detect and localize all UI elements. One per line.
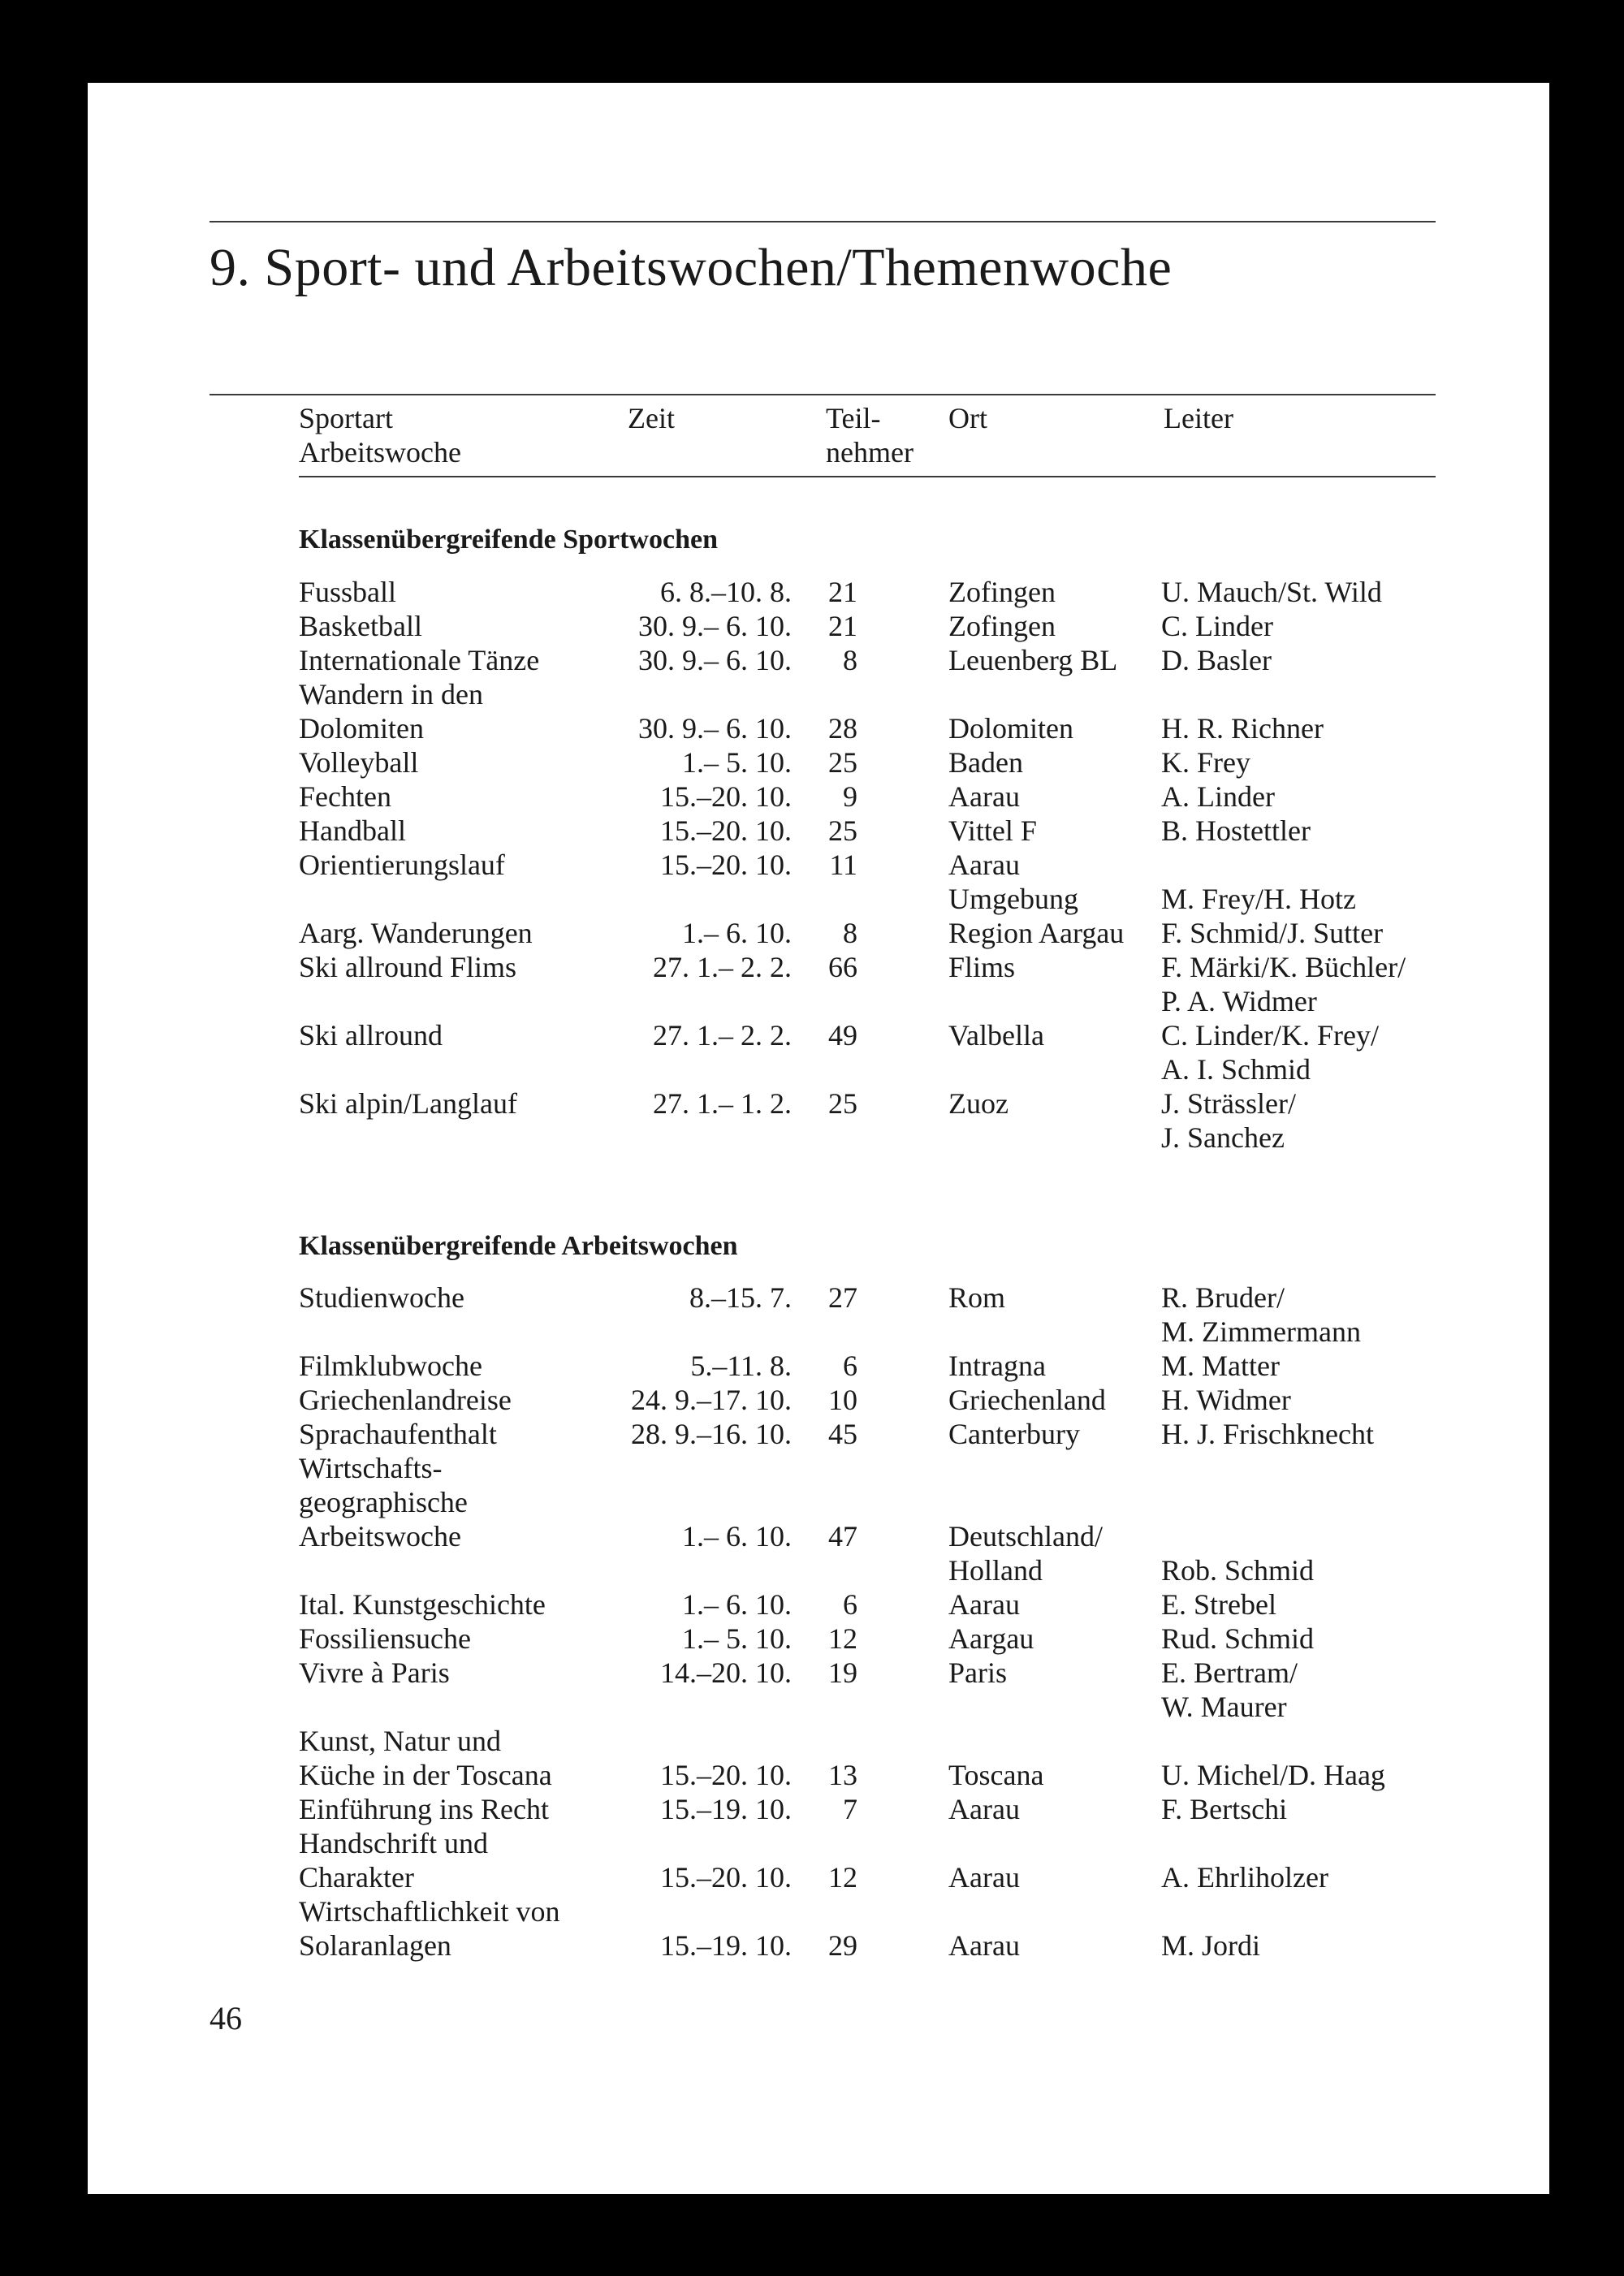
cell-leiter: F. Märki/K. Büchler/ [1161,951,1406,983]
cell-ort: Zuoz [948,1087,1009,1120]
cell-zeit: 24. 9.–17. 10. [631,1384,792,1416]
cell-teilnehmer: 10 [828,1384,857,1416]
cell-leiter: R. Bruder/ [1161,1281,1285,1314]
cell-ort: Leuenberg BL [948,644,1118,676]
cell-sportart: Wirtschaftlichkeit von [299,1895,560,1928]
cell-leiter: F. Schmid/J. Sutter [1161,917,1384,949]
cell-leiter: A. Linder [1161,780,1275,813]
cell-zeit: 6. 8.–10. 8. [660,576,792,608]
cell-teilnehmer: 6 [843,1588,857,1621]
cell-leiter: Rob. Schmid [1161,1554,1315,1587]
cell-sportart: Handball [299,814,406,847]
cell-teilnehmer: 21 [828,576,857,608]
cell-teilnehmer: 8 [843,644,857,676]
cell-zeit: 14.–20. 10. [660,1656,792,1689]
cell-leiter: C. Linder [1161,610,1273,642]
cell-sportart: Solaranlagen [299,1929,451,1962]
cell-sportart: Ski allround Flims [299,951,517,983]
page-title: 9. Sport- und Arbeitswochen/Themenwoche [209,238,1173,297]
cell-ort: Zofingen [948,576,1056,608]
cell-leiter: H. J. Frischknecht [1161,1418,1374,1450]
cell-sportart: Charakter [299,1861,414,1894]
cell-ort: Paris [948,1656,1007,1689]
title-rule [209,221,1436,222]
cell-sportart: Basketball [299,610,422,642]
cell-leiter: P. A. Widmer [1161,985,1317,1017]
cell-teilnehmer: 25 [828,746,857,779]
cell-sportart: Ski alpin/Langlauf [299,1087,517,1120]
cell-ort: Flims [948,951,1016,983]
cell-leiter: M. Zimmermann [1161,1315,1361,1348]
cell-sportart: Filmklubwoche [299,1350,482,1382]
cell-sportart: Kunst, Natur und [299,1725,501,1757]
cell-teilnehmer: 66 [828,951,857,983]
cell-zeit: 1.– 6. 10. [682,1588,792,1621]
cell-sportart: Arbeitswoche [299,1520,461,1553]
header-zeit: Zeit [628,402,675,434]
cell-sportart: Fechten [299,780,391,813]
cell-zeit: 15.–20. 10. [660,814,792,847]
cell-leiter: U. Michel/D. Haag [1161,1759,1385,1791]
cell-zeit: 27. 1.– 2. 2. [653,1019,792,1052]
cell-sportart: Internationale Tänze [299,644,540,676]
cell-zeit: 1.– 6. 10. [682,1520,792,1553]
cell-sportart: Wirtschafts- [299,1452,443,1484]
cell-sportart: Einführung ins Recht [299,1793,549,1825]
cell-leiter: U. Mauch/St. Wild [1161,576,1382,608]
cell-ort: Griechenland [948,1384,1106,1416]
header-nehmer: nehmer [826,436,914,469]
cell-zeit: 8.–15. 7. [689,1281,792,1314]
cell-zeit: 27. 1.– 2. 2. [653,951,792,983]
cell-leiter: J. Sanchez [1161,1121,1285,1154]
cell-teilnehmer: 9 [843,780,857,813]
cell-ort: Aarau [948,1588,1020,1621]
cell-ort: Aarau [948,1861,1020,1894]
cell-leiter: A. I. Schmid [1161,1053,1311,1086]
cell-sportart: Dolomiten [299,712,424,745]
cell-zeit: 15.–20. 10. [660,1861,792,1894]
cell-sportart: Orientierungslauf [299,849,505,881]
cell-teilnehmer: 29 [828,1929,857,1962]
cell-ort: Valbella [948,1019,1044,1052]
cell-leiter: B. Hostettler [1161,814,1311,847]
cell-teilnehmer: 11 [829,849,857,881]
cell-zeit: 27. 1.– 1. 2. [653,1087,792,1120]
cell-ort: Zofingen [948,610,1056,642]
cell-ort: Toscana [948,1759,1044,1791]
cell-ort: Dolomiten [948,712,1073,745]
cell-leiter: A. Ehrliholzer [1161,1861,1328,1894]
cell-teilnehmer: 7 [843,1793,857,1825]
cell-zeit: 15.–19. 10. [660,1793,792,1825]
cell-leiter: M. Frey/H. Hotz [1161,883,1356,915]
cell-sportart: Studienwoche [299,1281,464,1314]
cell-teilnehmer: 6 [843,1350,857,1382]
cell-ort: Deutschland/ [948,1520,1103,1553]
cell-zeit: 28. 9.–16. 10. [631,1418,792,1450]
cell-leiter: J. Strässler/ [1161,1087,1296,1120]
cell-ort: Aarau [948,1929,1020,1962]
cell-zeit: 1.– 5. 10. [682,746,792,779]
cell-leiter: Rud. Schmid [1161,1622,1315,1655]
header-arbeitswoche: Arbeitswoche [299,436,461,469]
cell-zeit: 5.–11. 8. [690,1350,792,1382]
cell-ort: Region Aargau [948,917,1125,949]
cell-zeit: 30. 9.– 6. 10. [638,610,792,642]
cell-ort: Intragna [948,1350,1046,1382]
cell-leiter: H. Widmer [1161,1384,1291,1416]
cell-teilnehmer: 13 [828,1759,857,1791]
cell-teilnehmer: 19 [828,1656,857,1689]
header-ort: Ort [948,402,987,434]
section-sportwochen-title: Klassenübergreifende Sportwochen [299,525,718,555]
cell-teilnehmer: 12 [828,1861,857,1894]
cell-zeit: 15.–20. 10. [660,1759,792,1791]
cell-sportart: Wandern in den [299,678,484,710]
cell-zeit: 1.– 6. 10. [682,917,792,949]
cell-zeit: 30. 9.– 6. 10. [638,644,792,676]
cell-leiter: C. Linder/K. Frey/ [1161,1019,1379,1052]
cell-ort: Aargau [948,1622,1034,1655]
cell-ort: Umgebung [948,883,1078,915]
cell-sportart: Ital. Kunstgeschichte [299,1588,546,1621]
cell-leiter: M. Jordi [1161,1929,1261,1962]
cell-teilnehmer: 27 [828,1281,857,1314]
cell-leiter: H. R. Richner [1161,712,1324,745]
cell-sportart: Fossiliensuche [299,1622,471,1655]
header-sportart: Sportart [299,402,393,434]
cell-teilnehmer: 28 [828,712,857,745]
cell-ort: Aarau [948,780,1020,813]
cell-sportart: Sprachaufenthalt [299,1418,497,1450]
cell-leiter: E. Bertram/ [1161,1656,1298,1689]
cell-leiter: K. Frey [1161,746,1250,779]
cell-zeit: 1.– 5. 10. [682,1622,792,1655]
cell-sportart: Küche in der Toscana [299,1759,552,1791]
header-leiter: Leiter [1164,402,1233,434]
cell-zeit: 15.–20. 10. [660,849,792,881]
cell-sportart: Aarg. Wanderungen [299,917,533,949]
cell-zeit: 30. 9.– 6. 10. [638,712,792,745]
cell-sportart: Ski allround [299,1019,443,1052]
header-bottom-rule [299,476,1436,477]
section-arbeitswochen-title: Klassenübergreifende Arbeitswochen [299,1231,738,1261]
cell-leiter: F. Bertschi [1161,1793,1288,1825]
cell-sportart: Volleyball [299,746,419,779]
cell-teilnehmer: 25 [828,814,857,847]
cell-ort: Aarau [948,849,1020,881]
page-number: 46 [209,2000,242,2036]
cell-ort: Baden [948,746,1023,779]
cell-teilnehmer: 49 [828,1019,857,1052]
cell-teilnehmer: 47 [828,1520,857,1553]
cell-leiter: M. Matter [1161,1350,1280,1382]
header-top-rule [209,394,1436,395]
cell-teilnehmer: 12 [828,1622,857,1655]
cell-zeit: 15.–19. 10. [660,1929,792,1962]
cell-ort: Vittel F [948,814,1037,847]
cell-sportart: Fussball [299,576,397,608]
cell-ort: Rom [948,1281,1006,1314]
cell-teilnehmer: 21 [828,610,857,642]
cell-leiter: W. Maurer [1161,1691,1287,1723]
cell-teilnehmer: 25 [828,1087,857,1120]
cell-ort: Canterbury [948,1418,1080,1450]
cell-zeit: 15.–20. 10. [660,780,792,813]
cell-leiter: D. Basler [1161,644,1272,676]
cell-ort: Holland [948,1554,1043,1587]
cell-sportart: Handschrift und [299,1827,488,1859]
cell-sportart: Vivre à Paris [299,1656,450,1689]
cell-sportart: Griechenlandreise [299,1384,512,1416]
header-teil: Teil- [826,402,881,434]
cell-leiter: E. Strebel [1161,1588,1276,1621]
cell-ort: Aarau [948,1793,1020,1825]
cell-teilnehmer: 8 [843,917,857,949]
cell-teilnehmer: 45 [828,1418,857,1450]
cell-sportart: geographische [299,1486,468,1518]
